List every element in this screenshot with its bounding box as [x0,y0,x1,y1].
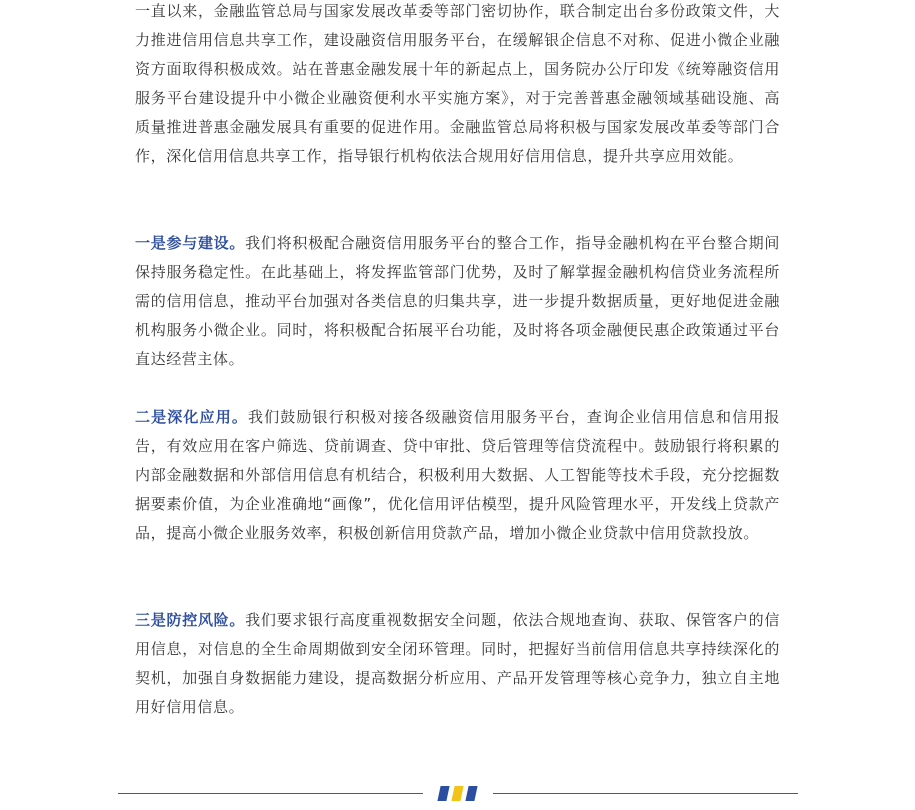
section-text-risk: 我们要求银行高度重视数据安全问题，依法合规地查询、获取、保管客户的信用信息，对信息的全生命周期做到安全闭环管理。同时，把握好当前信用信息共享持续深化的契机，加强自身数据能力建设，提高数据分析应用、产品开发管理等核心竞争力，独立自主地用好信用信息。 [135,611,781,716]
section-lead-apply: 二是深化应用。 [135,408,248,426]
section-paragraph-apply [135,403,780,548]
section-text-apply: 我们鼓励银行积极对接各级融资信用服务平台，查询企业信用信息和信用报告，有效应用在客户筛选、贷前调查、贷中审批、贷后管理等信贷流程中。鼓励银行将积累的内部金融数据和外部信用信息有机结合，积极利用大数据、人工智能等技术手段，充分挖掘数据要素价值，为企业准确地“画像”，优化信用评估模型，提升风险管理水平，开发线上贷款产品，提高小微企业服务效率，积极创新信用贷款产品，增加小微企业贷款中信用贷款投放。 [135,408,780,542]
section-paragraph-participate [135,229,780,374]
intro-paragraph: 一直以来，金融监管总局与国家发展改革委等部门密切协作，联合制定出台多份政策文件，大力推进信用信息共享工作，建设融资信用服务平台，在缓解银企信息不对称、促进小微企业融资方面取得积极成效。站在普惠金融发展十年的新起点上，国务院办公厅印发《统筹融资信用服务平台建设提升中小微企业融资便利水平实施方案》，对于完善普惠金融领域基础设施、高质量推进普惠金融发展具有重要的促进作用。金融监管总局将积极与国家发展改革委等部门合作，深化信用信息共享工作，指导银行机构依法合规用好信用信息，提升共享应用效能。 [135,2,780,165]
divider-line-right [493,793,798,794]
divider-stripe-yellow [451,786,463,801]
divider-stripe-blue-left [437,786,449,801]
section-paragraph-risk [135,606,780,722]
divider-line-left [118,793,423,794]
section-text-participate: 我们将积极配合融资信用服务平台的整合工作，指导金融机构在平台整合期间保持服务稳定性。在此基础上，将发挥监管部门优势，及时了解掌握金融机构信贷业务流程所需的信用信息，推动平台加强对各类信息的归集共享，进一步提升数据质量，更好地促进金融机构服务小微企业。同时，将积极配合拓展平台功能，及时将各项金融便民惠企政策通过平台直达经营主体。 [135,234,781,368]
footer-divider [118,785,798,805]
divider-stripe-blue-right [465,786,477,801]
section-lead-risk: 三是防控风险。 [135,611,246,629]
section-lead-participate: 一是参与建设。 [135,234,246,252]
